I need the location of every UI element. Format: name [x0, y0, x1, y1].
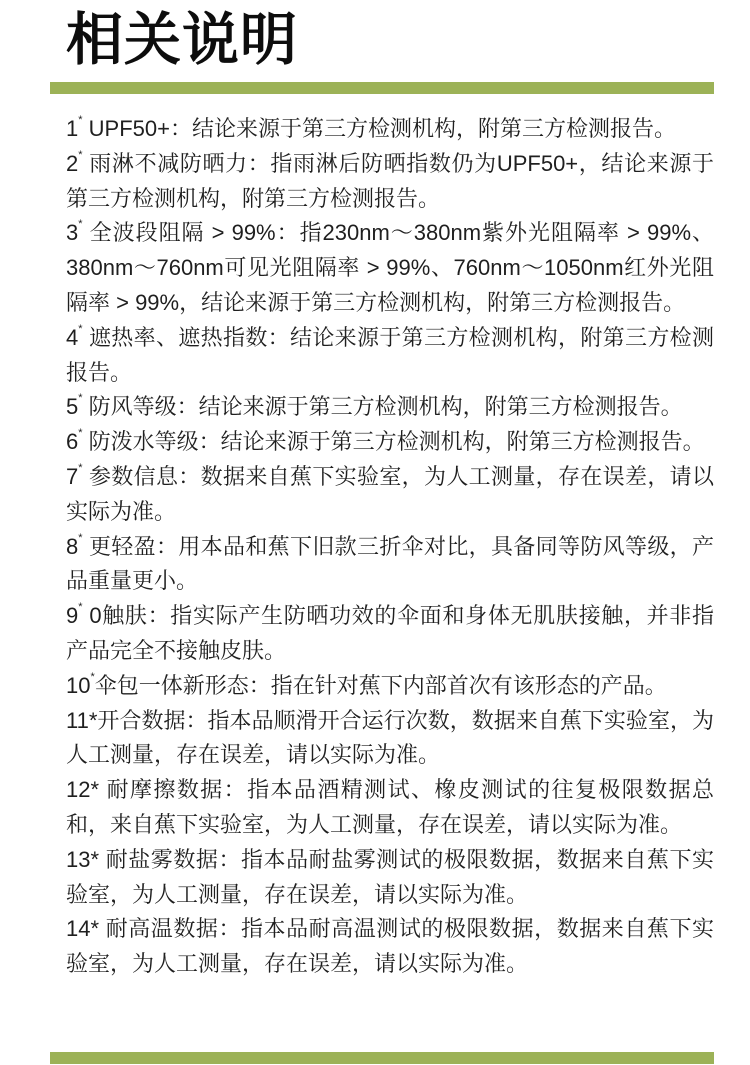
note-item-1: 1* UPF50+：结论来源于第三方检测机构，附第三方检测报告。 [66, 114, 676, 141]
note-item-3: 3* 全波段阻隔 > 99%：指230nm～380nm紫外光阻隔率 > 99%、380nm～760nm可见光阻隔率 > 99%、760nm～1050nm红外光阻隔率 > 99%，结论来源于第三方检测机构，附第三方检测报告。 [66, 218, 714, 315]
note-number: 12 [66, 777, 91, 803]
note-footnote-marker: * [78, 531, 83, 544]
note-number: 10 [66, 672, 91, 698]
page-title: 相关说明 [66, 8, 298, 72]
note-number: 14 [66, 916, 91, 942]
note-footnote-marker: * [90, 777, 100, 803]
note-item-7: 7* 参数信息：数据来自蕉下实验室，为人工测量，存在误差，请以实际为准。 [66, 461, 714, 524]
note-item-6: 6* 防泼水等级：结论来源于第三方检测机构，附第三方检测报告。 [66, 427, 705, 455]
note-number: 3 [66, 220, 79, 246]
note-footnote-marker: * [78, 218, 83, 231]
note-footnote-marker: * [78, 114, 83, 126]
note-number: 1 [66, 116, 79, 141]
note-number: 4 [66, 324, 79, 350]
note-footnote-marker: * [78, 322, 83, 335]
note-item-14: 14* 耐高温数据：指本品耐高温测试的极限数据，数据来自蕉下实验室，为人工测量，存在误差，请以实际为准。 [66, 916, 714, 977]
note-item-13: 13* 耐盐雾数据：指本品耐盐雾测试的极限数据，数据来自蕉下实验室，为人工测量，存在误差，请以实际为准。 [66, 846, 714, 907]
bottom-accent-bar [50, 1052, 714, 1064]
note-number: 8 [66, 533, 79, 559]
note-number: 2 [66, 150, 79, 176]
note-number: 13 [66, 846, 91, 872]
note-footnote-marker: * [90, 846, 100, 872]
note-footnote-marker: * [78, 427, 83, 440]
note-number: 9 [66, 603, 79, 629]
note-footnote-marker: * [90, 670, 95, 683]
note-footnote-marker: * [90, 916, 100, 942]
note-item-10: 10*伞包一体新形态：指在针对蕉下内部首次有该形态的产品。 [66, 670, 667, 698]
note-number: 7 [66, 463, 79, 489]
note-item-8: 8* 更轻盈：用本品和蕉下旧款三折伞对比，具备同等防风等级，产品重量更小。 [66, 531, 714, 594]
note-footnote-marker: * [78, 148, 83, 161]
note-footnote-marker: * [88, 707, 98, 733]
note-item-12: 12* 耐摩擦数据：指本品酒精测试、橡皮测试的往复极限数据总和，来自蕉下实验室，为人工测量，存在误差，请以实际为准。 [66, 777, 714, 837]
note-item-9: 9* 0触肤：指实际产生防晒功效的伞面和身体无肌肤接触，并非指产品完全不接触皮肤。 [66, 601, 714, 663]
note-number: 11 [66, 707, 89, 733]
note-number: 6 [66, 429, 79, 455]
note-footnote-marker: * [78, 601, 83, 614]
note-item-2: 2* 雨淋不减防晒力：指雨淋后防晒指数仍为UPF50+，结论来源于第三方检测机构，附第三方检测报告。 [66, 148, 714, 211]
note-footnote-marker: * [78, 392, 83, 405]
note-footnote-marker: * [78, 461, 83, 474]
note-item-4: 4* 遮热率、遮热指数：结论来源于第三方检测机构，附第三方检测报告。 [66, 322, 714, 385]
title-underline-bar [50, 82, 714, 94]
notes-list [66, 112, 714, 982]
note-number: 5 [66, 394, 79, 420]
note-item-5: 5* 防风等级：结论来源于第三方检测机构，附第三方检测报告。 [66, 392, 683, 420]
note-item-11: 11*开合数据：指本品顺滑开合运行次数，数据来自蕉下实验室，为人工测量，存在误差，请以实际为准。 [66, 707, 714, 768]
